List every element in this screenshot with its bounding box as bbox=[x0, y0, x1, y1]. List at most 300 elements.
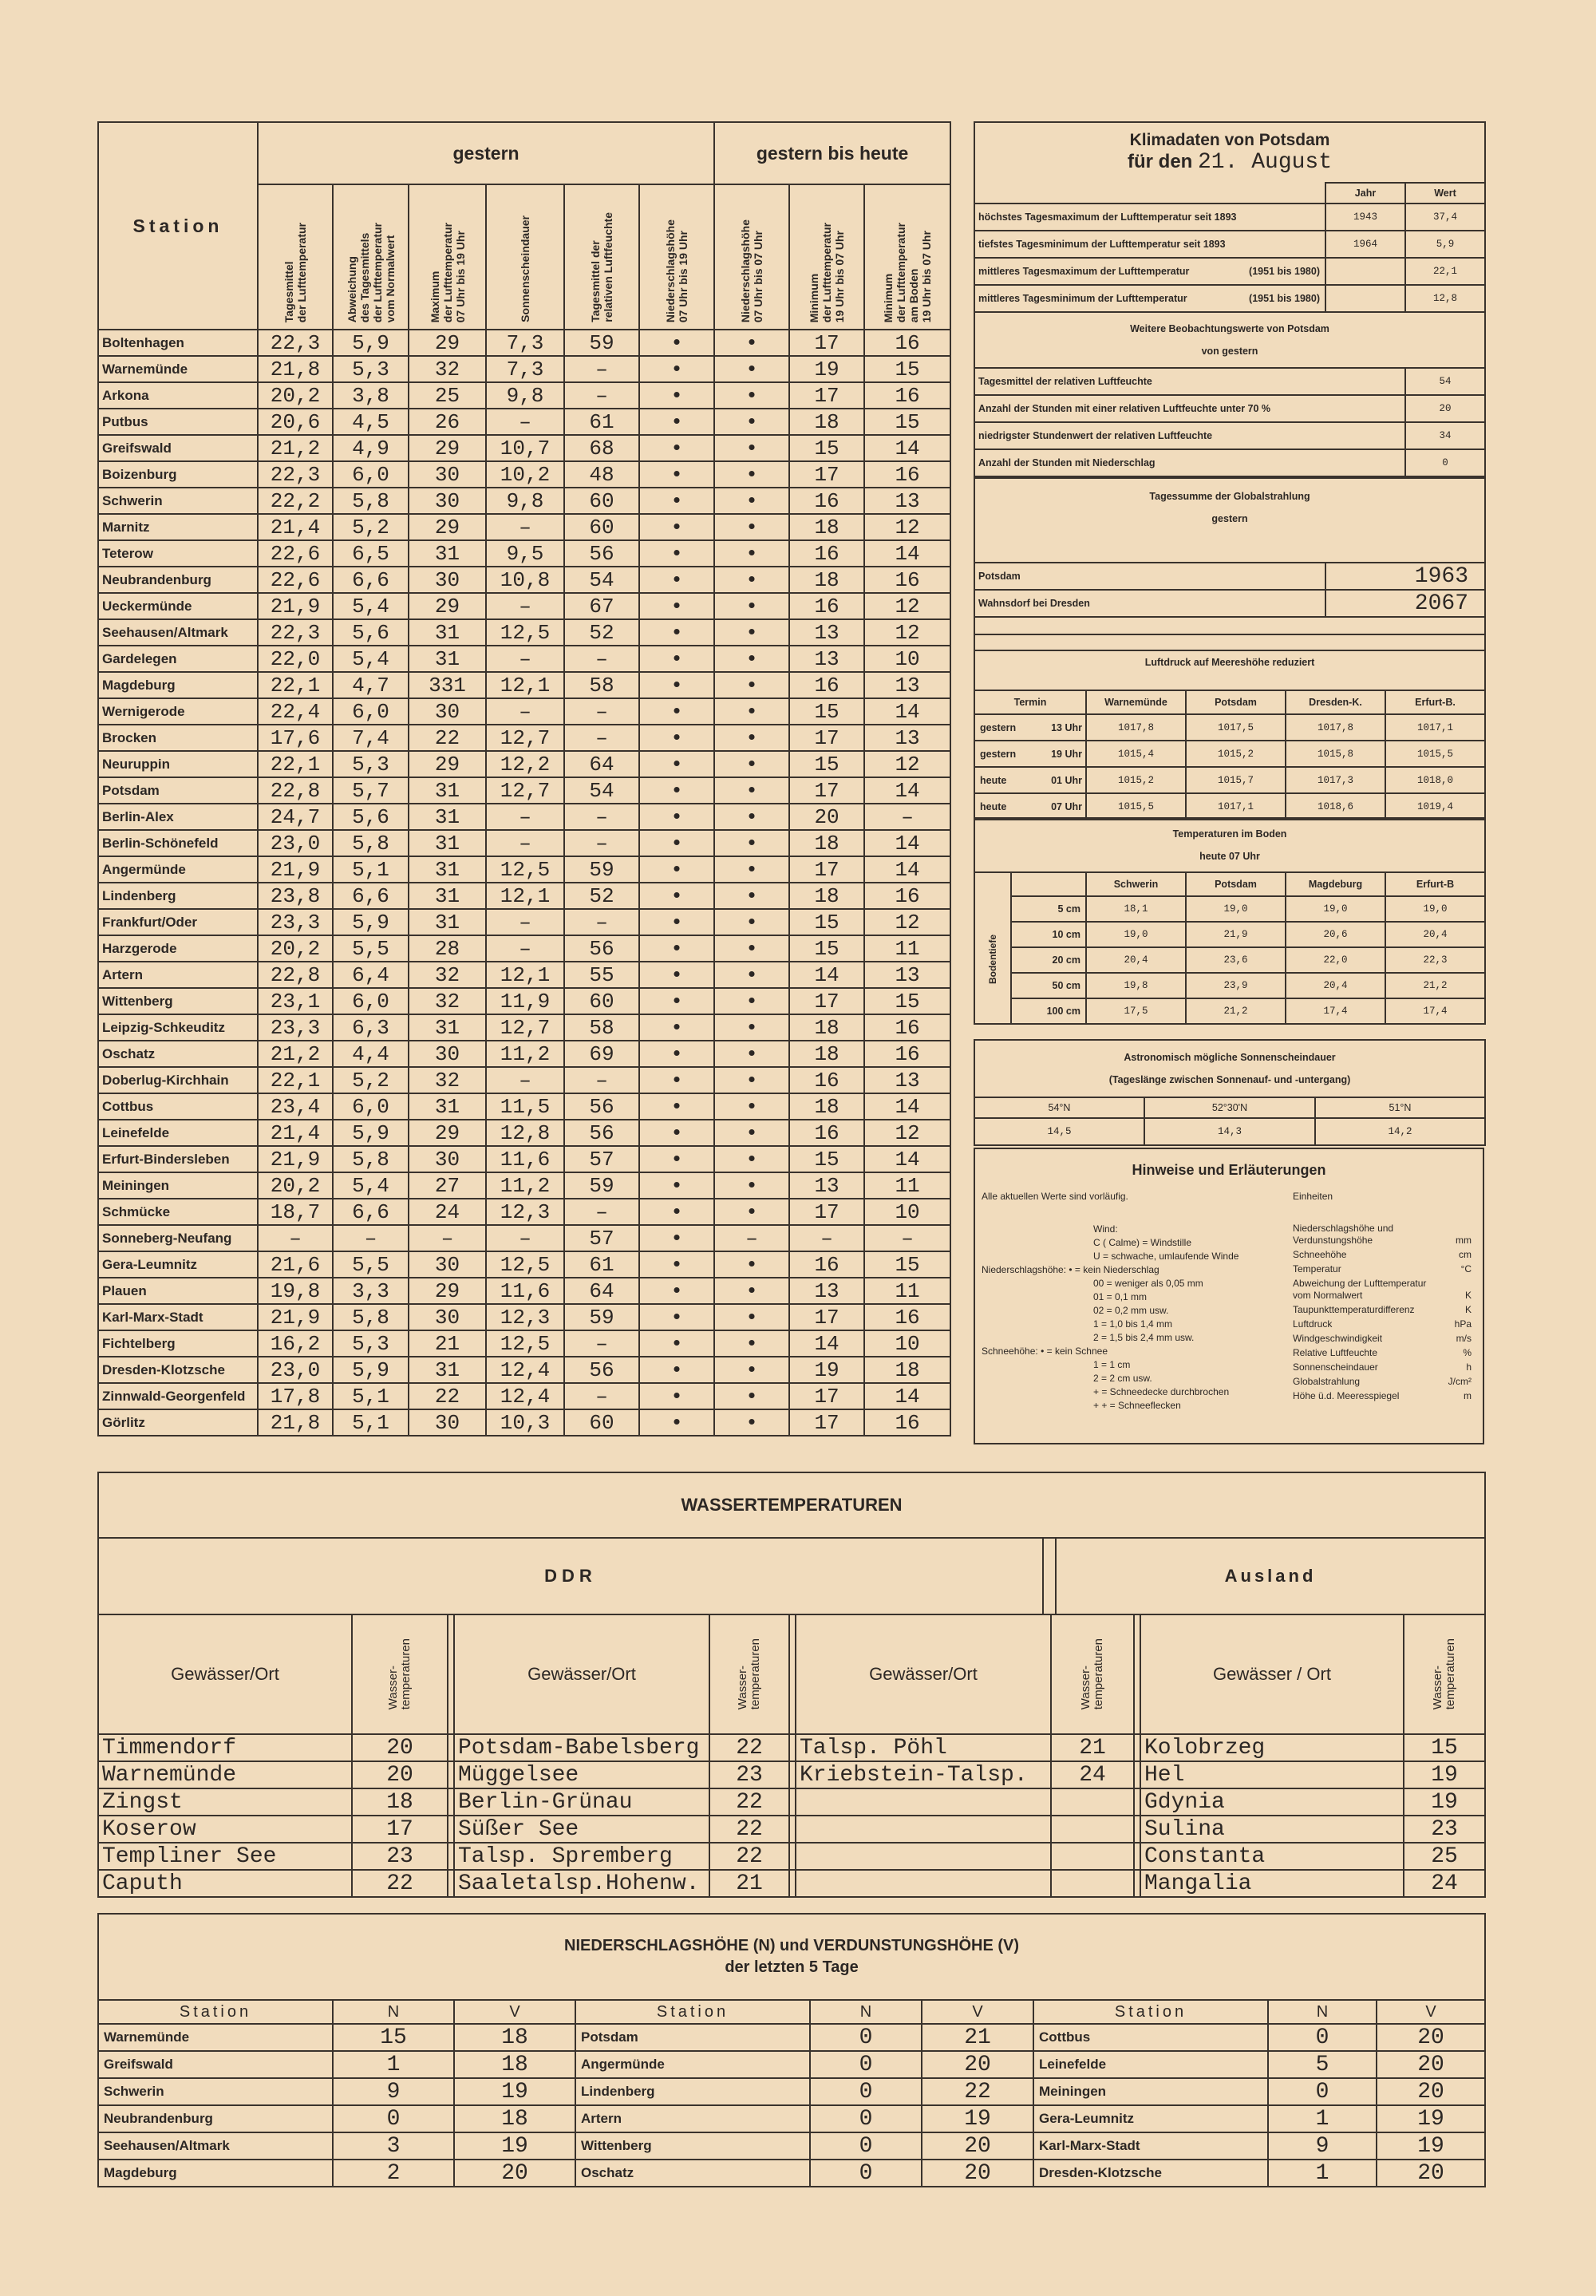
station-value: 12 bbox=[864, 751, 950, 777]
station-value: 4,5 bbox=[333, 409, 409, 435]
station-value: 20,2 bbox=[258, 935, 333, 962]
nv-station-header: Station bbox=[98, 2000, 333, 2024]
weitere-value: 20 bbox=[1405, 395, 1485, 422]
klima-label bbox=[974, 231, 1325, 258]
klima-jahr: 1943 bbox=[1325, 204, 1405, 231]
wasser-temp: 21 bbox=[709, 1870, 789, 1897]
station-name: Sonneberg-Neufang bbox=[98, 1225, 258, 1251]
station-row bbox=[98, 1014, 950, 1041]
separator bbox=[448, 1761, 454, 1788]
luftdruck-col-header: Dresden-K. bbox=[1286, 690, 1385, 714]
station-row bbox=[98, 461, 950, 488]
station-value: 15 bbox=[864, 409, 950, 435]
separator bbox=[789, 1870, 796, 1897]
station-value: 22,1 bbox=[258, 1067, 333, 1093]
boden-value: 21,2 bbox=[1385, 973, 1485, 998]
nv-value: 1 bbox=[1268, 2160, 1377, 2187]
wasser-temp: 23 bbox=[352, 1843, 448, 1870]
station-value: 10,7 bbox=[486, 435, 564, 461]
station-value: 12 bbox=[864, 909, 950, 935]
station-value: • bbox=[639, 382, 714, 409]
station-value: 6,0 bbox=[333, 988, 409, 1014]
ausland-header: Ausland bbox=[1056, 1538, 1485, 1614]
station-value: 31 bbox=[409, 540, 486, 567]
weitere-row bbox=[974, 395, 1485, 422]
nv-value: 1 bbox=[333, 2051, 454, 2078]
unit-symbol: mm bbox=[1456, 1235, 1472, 1246]
nv-station: Leinefelde bbox=[1033, 2051, 1268, 2078]
wasser-ort: Zingst bbox=[98, 1788, 352, 1816]
station-row bbox=[98, 1120, 950, 1146]
station-value: 12,5 bbox=[486, 619, 564, 646]
boden-value: 23,9 bbox=[1186, 973, 1286, 998]
nv-station: Karl-Marx-Stadt bbox=[1033, 2132, 1268, 2160]
nv-station: Meiningen bbox=[1033, 2078, 1268, 2105]
nv-value: 3 bbox=[333, 2132, 454, 2160]
boden-value: 21,2 bbox=[1186, 998, 1286, 1024]
station-value: 21,4 bbox=[258, 1120, 333, 1146]
station-value: • bbox=[714, 409, 789, 435]
station-value: 18 bbox=[789, 409, 864, 435]
station-name: Magdeburg bbox=[98, 672, 258, 698]
nv-v-header: V bbox=[454, 2000, 575, 2024]
boden-depth: 5 cm bbox=[1011, 896, 1086, 922]
station-value: 14 bbox=[864, 698, 950, 725]
station-value: 5,1 bbox=[333, 856, 409, 883]
wasser-temp: 19 bbox=[1404, 1761, 1485, 1788]
klima-row bbox=[974, 204, 1485, 231]
hinweise-legend bbox=[982, 1223, 1285, 1413]
station-row bbox=[98, 356, 950, 382]
nv-value: 9 bbox=[333, 2078, 454, 2105]
station-value: 13 bbox=[864, 962, 950, 988]
station-name: Putbus bbox=[98, 409, 258, 435]
station-value: 22,4 bbox=[258, 698, 333, 725]
column-header-1 bbox=[258, 184, 333, 330]
unit-symbol: m bbox=[1464, 1390, 1472, 1401]
station-value: 67 bbox=[564, 593, 639, 619]
weitere-label: Tagesmittel der relativen Luftfeuchte bbox=[974, 368, 1405, 395]
luftdruck-termin bbox=[974, 793, 1086, 820]
station-name: Meiningen bbox=[98, 1172, 258, 1199]
wasser-row bbox=[98, 1843, 1485, 1870]
station-value: 15 bbox=[864, 356, 950, 382]
station-value: • bbox=[714, 593, 789, 619]
station-value: 5,7 bbox=[333, 777, 409, 804]
station-name: Leinefelde bbox=[98, 1120, 258, 1146]
termin-time: 01 Uhr bbox=[1051, 774, 1082, 786]
station-value: 6,3 bbox=[333, 1014, 409, 1041]
weitere-value: 34 bbox=[1405, 422, 1485, 449]
station-value: 14 bbox=[864, 1146, 950, 1172]
station-value: – bbox=[714, 1225, 789, 1251]
station-value: 12,3 bbox=[486, 1304, 564, 1330]
boden-block bbox=[974, 817, 1484, 1025]
legend-line: Niederschlagshöhe: • = kein Niederschlag bbox=[982, 1264, 1159, 1275]
unit-row bbox=[1293, 1249, 1478, 1261]
nv-v-header: V bbox=[922, 2000, 1033, 2024]
station-value: 12 bbox=[864, 593, 950, 619]
station-value: 25 bbox=[409, 382, 486, 409]
station-value: 5,1 bbox=[333, 1383, 409, 1409]
station-value: • bbox=[714, 1146, 789, 1172]
station-value: – bbox=[564, 725, 639, 751]
wasser-ort-header: Gewässer / Ort bbox=[1140, 1614, 1404, 1734]
wasser-temp bbox=[1051, 1870, 1134, 1897]
nv-row bbox=[98, 2105, 1485, 2132]
boden-depth: 10 cm bbox=[1011, 922, 1086, 947]
astro-lat: 52°30'N bbox=[1144, 1097, 1315, 1118]
station-value: 5,9 bbox=[333, 1120, 409, 1146]
separator bbox=[448, 1614, 454, 1734]
station-value: 17 bbox=[789, 1304, 864, 1330]
station-value: 331 bbox=[409, 672, 486, 698]
column-header-text: Maximum der Lufttemperatur 07 Uhr bis 19 Uhr bbox=[428, 222, 467, 322]
station-value: 18 bbox=[789, 830, 864, 856]
station-value: 5,8 bbox=[333, 1304, 409, 1330]
station-value: • bbox=[714, 382, 789, 409]
nv-station: Potsdam bbox=[575, 2024, 810, 2051]
station-value: 4,9 bbox=[333, 435, 409, 461]
luftdruck-row bbox=[974, 793, 1485, 820]
boden-value: 18,1 bbox=[1086, 896, 1186, 922]
wasser-ort: Sulina bbox=[1140, 1816, 1404, 1843]
luftdruck-col-header: Erfurt-B. bbox=[1385, 690, 1485, 714]
station-value: 60 bbox=[564, 514, 639, 540]
station-value: • bbox=[639, 1251, 714, 1278]
station-value: • bbox=[639, 356, 714, 382]
boden-row bbox=[974, 998, 1485, 1024]
station-value: – bbox=[486, 514, 564, 540]
station-value: 21,8 bbox=[258, 356, 333, 382]
column-header-4 bbox=[486, 184, 564, 330]
station-value: • bbox=[639, 725, 714, 751]
station-value: 12 bbox=[864, 514, 950, 540]
nv-value: 1 bbox=[1268, 2105, 1377, 2132]
station-name: Neubrandenburg bbox=[98, 567, 258, 593]
separator bbox=[1134, 1788, 1140, 1816]
station-value: 17 bbox=[789, 382, 864, 409]
station-value: • bbox=[639, 1172, 714, 1199]
station-value: 12,8 bbox=[486, 1120, 564, 1146]
station-value: • bbox=[714, 1172, 789, 1199]
weitere-block bbox=[974, 311, 1484, 477]
station-value: 16 bbox=[864, 1304, 950, 1330]
station-value: 30 bbox=[409, 461, 486, 488]
station-value: 56 bbox=[564, 540, 639, 567]
station-row bbox=[98, 409, 950, 435]
station-value: • bbox=[639, 1225, 714, 1251]
station-value: 52 bbox=[564, 619, 639, 646]
station-value: 56 bbox=[564, 1120, 639, 1146]
station-row bbox=[98, 988, 950, 1014]
wasser-temp: 20 bbox=[352, 1734, 448, 1761]
klima-wert: 37,4 bbox=[1405, 204, 1485, 231]
weitere-row bbox=[974, 368, 1485, 395]
station-value: 22,8 bbox=[258, 777, 333, 804]
station-value: 17 bbox=[789, 1409, 864, 1436]
station-value: • bbox=[639, 909, 714, 935]
separator bbox=[448, 1788, 454, 1816]
station-value: 21 bbox=[409, 1330, 486, 1357]
station-value: 12,4 bbox=[486, 1357, 564, 1383]
wasser-temp: 22 bbox=[709, 1734, 789, 1761]
station-value: • bbox=[714, 1041, 789, 1067]
boden-value: 23,6 bbox=[1186, 947, 1286, 973]
klima-date-prefix: für den bbox=[1128, 150, 1193, 172]
nv-station-header: Station bbox=[1033, 2000, 1268, 2024]
wasser-row bbox=[98, 1788, 1485, 1816]
unit-symbol: m/s bbox=[1456, 1333, 1472, 1344]
station-value: 5,4 bbox=[333, 646, 409, 672]
station-row bbox=[98, 909, 950, 935]
station-value: • bbox=[714, 1330, 789, 1357]
station-value: 64 bbox=[564, 751, 639, 777]
boden-value: 22,0 bbox=[1286, 947, 1385, 973]
station-value: – bbox=[564, 646, 639, 672]
station-name: Boizenburg bbox=[98, 461, 258, 488]
station-value: 13 bbox=[864, 672, 950, 698]
station-row bbox=[98, 751, 950, 777]
boden-row bbox=[974, 947, 1485, 973]
station-value: 14 bbox=[864, 540, 950, 567]
station-value: • bbox=[639, 1146, 714, 1172]
nv-v-header: V bbox=[1377, 2000, 1485, 2024]
nv-value: 19 bbox=[454, 2132, 575, 2160]
wasser-temp: 24 bbox=[1051, 1761, 1134, 1788]
station-value: 59 bbox=[564, 1172, 639, 1199]
station-name: Lindenberg bbox=[98, 883, 258, 909]
station-name: Plauen bbox=[98, 1278, 258, 1304]
nv-value: 20 bbox=[1377, 2078, 1485, 2105]
legend-line: 1 = 1,0 bis 1,4 mm bbox=[1093, 1318, 1173, 1330]
station-value: • bbox=[714, 672, 789, 698]
station-value: • bbox=[714, 1067, 789, 1093]
station-value: • bbox=[639, 856, 714, 883]
luftdruck-termin bbox=[974, 767, 1086, 793]
station-row bbox=[98, 672, 950, 698]
station-value: – bbox=[564, 830, 639, 856]
station-value: • bbox=[714, 1357, 789, 1383]
station-value: 54 bbox=[564, 777, 639, 804]
wasser-temp: 15 bbox=[1404, 1734, 1485, 1761]
station-value: – bbox=[864, 1225, 950, 1251]
legend-line: 00 = weniger als 0,05 mm bbox=[1093, 1278, 1203, 1289]
nv-value: 20 bbox=[1377, 2024, 1485, 2051]
station-value: • bbox=[714, 488, 789, 514]
station-value: • bbox=[714, 619, 789, 646]
station-value: • bbox=[639, 1278, 714, 1304]
station-value: • bbox=[639, 619, 714, 646]
boden-value: 21,9 bbox=[1186, 922, 1286, 947]
station-value: 6,0 bbox=[333, 461, 409, 488]
wasser-ort-header: Gewässer/Ort bbox=[454, 1614, 709, 1734]
station-value: 16 bbox=[864, 1014, 950, 1041]
boden-depth: 20 cm bbox=[1011, 947, 1086, 973]
station-row bbox=[98, 1041, 950, 1067]
station-value: 22,6 bbox=[258, 567, 333, 593]
station-value: • bbox=[714, 646, 789, 672]
station-name: Fichtelberg bbox=[98, 1330, 258, 1357]
klima-wert: 5,9 bbox=[1405, 231, 1485, 258]
station-value: 30 bbox=[409, 1304, 486, 1330]
station-value: 17 bbox=[789, 461, 864, 488]
nv-station: Artern bbox=[575, 2105, 810, 2132]
unit-symbol: °C bbox=[1460, 1263, 1472, 1274]
station-value: 16 bbox=[864, 1041, 950, 1067]
wasser-ort: Gdynia bbox=[1140, 1788, 1404, 1816]
unit-label: Windgeschwindigkeit bbox=[1293, 1333, 1383, 1344]
station-value: 13 bbox=[864, 725, 950, 751]
station-value: 29 bbox=[409, 514, 486, 540]
wasser-ort-header: Gewässer/Ort bbox=[796, 1614, 1051, 1734]
station-value: • bbox=[639, 935, 714, 962]
station-value: 13 bbox=[789, 619, 864, 646]
station-row bbox=[98, 593, 950, 619]
klima-label-text: mittleres Tagesminimum der Lufttemperatur bbox=[978, 293, 1187, 304]
station-value: 17 bbox=[789, 1199, 864, 1225]
unit-symbol: cm bbox=[1459, 1249, 1472, 1260]
column-header-7 bbox=[714, 184, 789, 330]
station-value: 17 bbox=[789, 988, 864, 1014]
station-value: – bbox=[564, 1330, 639, 1357]
unit-symbol: % bbox=[1463, 1347, 1472, 1358]
station-value: 14 bbox=[864, 1093, 950, 1120]
station-value: 31 bbox=[409, 619, 486, 646]
globalstrahlung-block bbox=[974, 477, 1484, 651]
station-row bbox=[98, 1304, 950, 1330]
station-value: 5,2 bbox=[333, 1067, 409, 1093]
station-value: 31 bbox=[409, 909, 486, 935]
station-value: 16 bbox=[789, 1067, 864, 1093]
klima-row bbox=[974, 231, 1485, 258]
legend-line: Schneehöhe: • = kein Schnee bbox=[982, 1346, 1108, 1357]
wasser-ort: Koserow bbox=[98, 1816, 352, 1843]
station-value: • bbox=[639, 514, 714, 540]
station-name: Oschatz bbox=[98, 1041, 258, 1067]
luftdruck-col-header: Potsdam bbox=[1186, 690, 1286, 714]
wasser-ort bbox=[796, 1870, 1051, 1897]
station-value: – bbox=[333, 1225, 409, 1251]
unit-symbol: h bbox=[1466, 1361, 1472, 1373]
station-value: – bbox=[564, 1067, 639, 1093]
wasser-ort: Templiner See bbox=[98, 1843, 352, 1870]
station-table bbox=[97, 121, 951, 1436]
station-value: 11,6 bbox=[486, 1278, 564, 1304]
station-value: 27 bbox=[409, 1172, 486, 1199]
col-wert: Wert bbox=[1405, 183, 1485, 204]
astro-value: 14,2 bbox=[1315, 1118, 1485, 1145]
station-name: Brocken bbox=[98, 725, 258, 751]
station-value: 21,4 bbox=[258, 514, 333, 540]
station-value: • bbox=[639, 1041, 714, 1067]
boden-value: 20,6 bbox=[1286, 922, 1385, 947]
station-value: • bbox=[639, 435, 714, 461]
station-value: 11,5 bbox=[486, 1093, 564, 1120]
unit-row bbox=[1293, 1347, 1478, 1359]
astro-value: 14,5 bbox=[974, 1118, 1144, 1145]
column-header-text: Niederschlagshöhe 07 Uhr bis 19 Uhr bbox=[664, 219, 690, 322]
station-value: • bbox=[714, 1199, 789, 1225]
station-value: 28 bbox=[409, 935, 486, 962]
astro-block bbox=[974, 1039, 1484, 1146]
station-value: 21,2 bbox=[258, 1041, 333, 1067]
wasser-row bbox=[98, 1761, 1485, 1788]
station-value: 58 bbox=[564, 1014, 639, 1041]
station-value: 12,5 bbox=[486, 1330, 564, 1357]
station-name: Neuruppin bbox=[98, 751, 258, 777]
station-value: 16 bbox=[864, 330, 950, 356]
station-value: • bbox=[714, 435, 789, 461]
legend-line: 2 = 1,5 bis 2,4 mm usw. bbox=[1093, 1332, 1195, 1343]
station-value: 12 bbox=[864, 619, 950, 646]
unit-row bbox=[1293, 1361, 1478, 1373]
station-value: – bbox=[486, 1225, 564, 1251]
boden-row bbox=[974, 973, 1485, 998]
unit-label: Abweichung der Lufttemperatur vom Normalwert bbox=[1293, 1278, 1427, 1301]
boden-title: Temperaturen im Boden bbox=[1172, 828, 1287, 840]
station-value: – bbox=[564, 1199, 639, 1225]
unit-label: Sonnenscheindauer bbox=[1293, 1361, 1378, 1373]
astro-value: 14,3 bbox=[1144, 1118, 1315, 1145]
station-value: 18 bbox=[789, 1014, 864, 1041]
station-value: 16 bbox=[864, 461, 950, 488]
station-value: – bbox=[486, 935, 564, 962]
station-value: 64 bbox=[564, 1278, 639, 1304]
wasser-ort: Warnemünde bbox=[98, 1761, 352, 1788]
nv-value: 0 bbox=[810, 2051, 922, 2078]
wasser-temp: 17 bbox=[352, 1816, 448, 1843]
station-value: 12,7 bbox=[486, 1014, 564, 1041]
station-value: 16 bbox=[864, 567, 950, 593]
station-value: 11,2 bbox=[486, 1172, 564, 1199]
station-value: – bbox=[486, 1067, 564, 1093]
col-jahr: Jahr bbox=[1325, 183, 1405, 204]
luftdruck-value: 1015,7 bbox=[1186, 767, 1286, 793]
separator bbox=[789, 1734, 796, 1761]
station-value: 16 bbox=[864, 1409, 950, 1436]
station-value: 52 bbox=[564, 883, 639, 909]
station-value: – bbox=[486, 698, 564, 725]
station-value: – bbox=[564, 698, 639, 725]
station-value: • bbox=[714, 909, 789, 935]
station-value: 31 bbox=[409, 1093, 486, 1120]
wasser-ort: Timmendorf bbox=[98, 1734, 352, 1761]
station-value: 14 bbox=[864, 435, 950, 461]
hinweise-units bbox=[1293, 1223, 1478, 1405]
nv-value: 18 bbox=[454, 2024, 575, 2051]
luftdruck-termin bbox=[974, 741, 1086, 767]
column-header-text: Minimum der Lufttemperatur 19 Uhr bis 07 Uhr bbox=[808, 222, 847, 322]
station-value: 10 bbox=[864, 1199, 950, 1225]
luftdruck-termin bbox=[974, 714, 1086, 741]
station-value: • bbox=[714, 725, 789, 751]
wasser-ort: Hel bbox=[1140, 1761, 1404, 1788]
unit-label: Höhe ü.d. Meeresspiegel bbox=[1293, 1390, 1400, 1401]
station-value: • bbox=[639, 461, 714, 488]
station-value: • bbox=[714, 988, 789, 1014]
station-name: Wernigerode bbox=[98, 698, 258, 725]
station-value: • bbox=[714, 856, 789, 883]
weitere-row bbox=[974, 449, 1485, 476]
nv-value: 22 bbox=[922, 2078, 1033, 2105]
klima-label bbox=[974, 285, 1325, 312]
station-value: 23,0 bbox=[258, 830, 333, 856]
station-value: 23,8 bbox=[258, 883, 333, 909]
station-value: • bbox=[714, 777, 789, 804]
station-value: 30 bbox=[409, 698, 486, 725]
station-value: 12,5 bbox=[486, 856, 564, 883]
